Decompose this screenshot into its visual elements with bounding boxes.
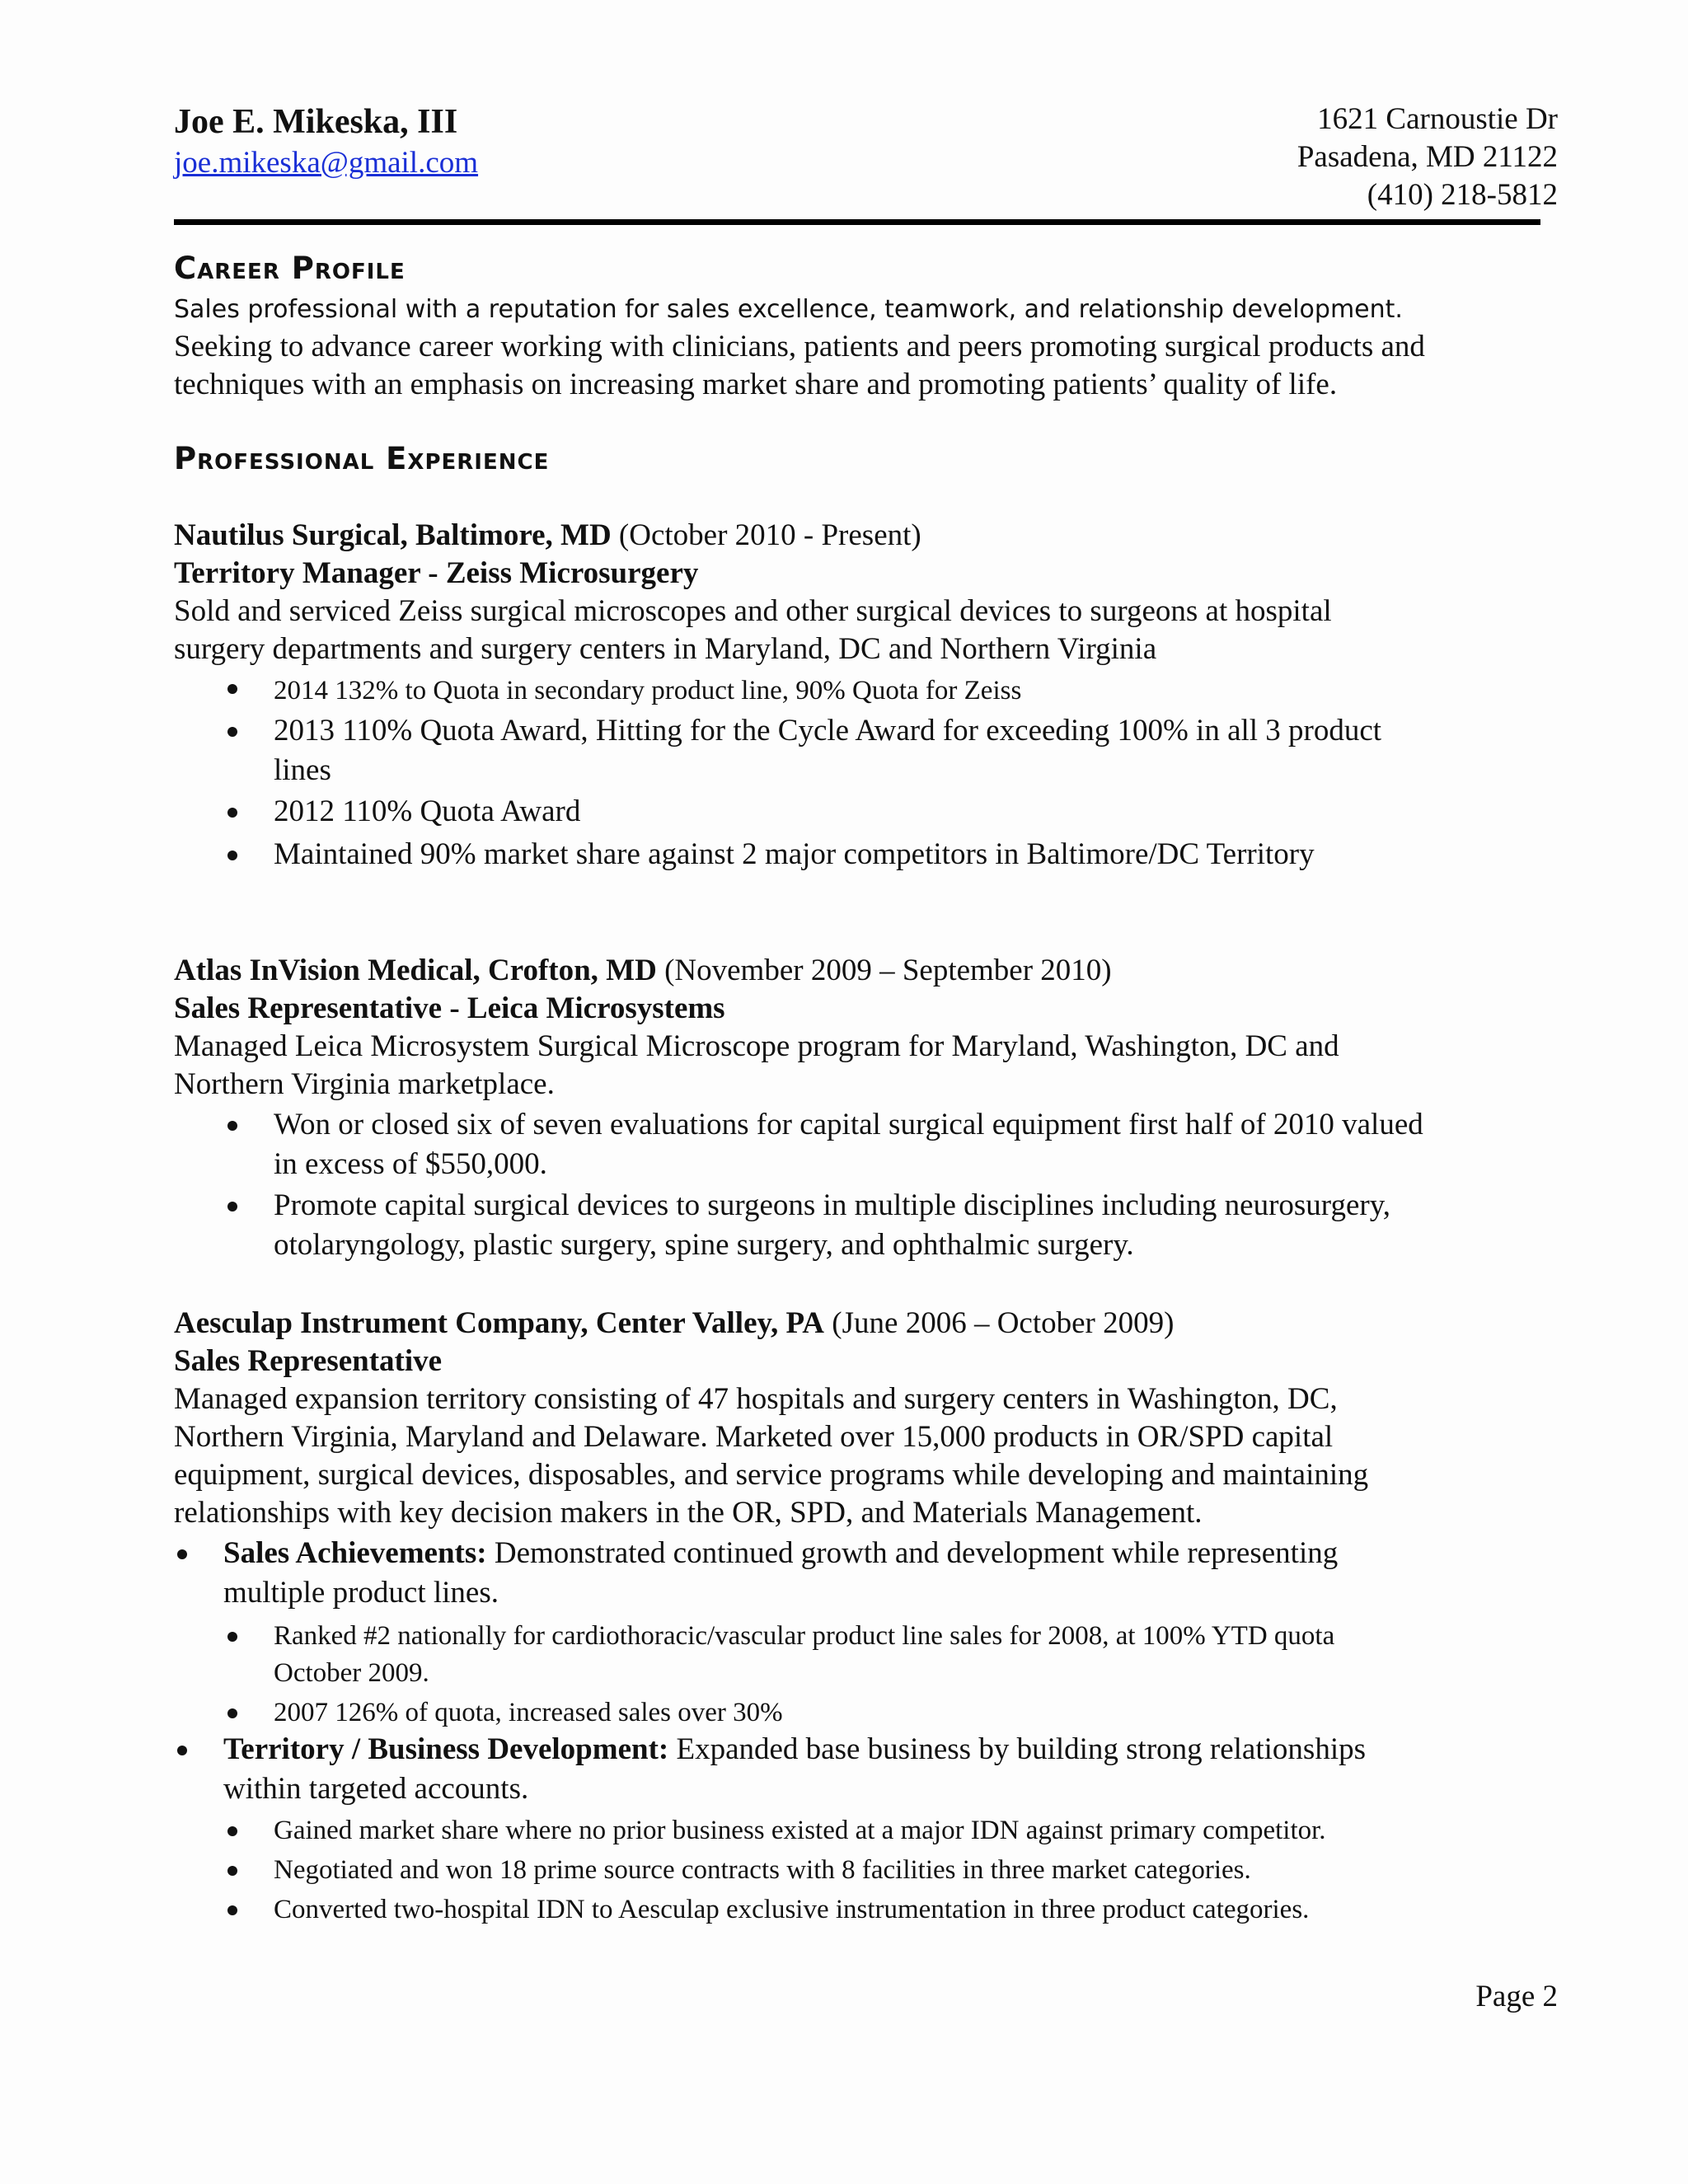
list-item-continuation: October 2009. bbox=[274, 1658, 429, 1688]
career-objective-line: Seeking to advance career working with clinicians, patients and peers promoting surgical products and bbox=[174, 330, 1425, 363]
list-item: Maintained 90% market share against 2 major competitors in Baltimore/DC Territory bbox=[274, 837, 1315, 871]
bullet-icon bbox=[227, 727, 237, 737]
career-profile-heading: Career Profile bbox=[174, 251, 406, 286]
job-title: Sales Representative - Leica Microsystems bbox=[174, 991, 725, 1025]
phone-number: (410) 218-5812 bbox=[1367, 178, 1558, 212]
job-description-line: Northern Virginia marketplace. bbox=[174, 1067, 555, 1101]
list-item: 2012 110% Quota Award bbox=[274, 794, 581, 828]
list-item-continuation: within targeted accounts. bbox=[223, 1772, 529, 1806]
list-item: Negotiated and won 18 prime source contracts with 8 facilities in three market categories. bbox=[274, 1855, 1251, 1885]
job-company: Nautilus Surgical, Baltimore, MD bbox=[174, 518, 612, 552]
page-number: Page 2 bbox=[1475, 1980, 1558, 2013]
bullet-icon bbox=[227, 684, 237, 694]
list-item-continuation: multiple product lines. bbox=[223, 1576, 499, 1610]
job-company: Aesculap Instrument Company, Center Valley, PA bbox=[174, 1306, 825, 1340]
bullet-icon bbox=[227, 1202, 237, 1212]
candidate-name: Joe E. Mikeska, III bbox=[174, 103, 458, 141]
job-title: Territory Manager - Zeiss Microsurgery bbox=[174, 556, 699, 590]
bullet-icon bbox=[227, 1121, 237, 1131]
address-line-2: Pasadena, MD 21122 bbox=[1296, 140, 1558, 174]
job-description-line: Managed Leica Microsystem Surgical Microscope program for Maryland, Washington, DC and bbox=[174, 1029, 1339, 1063]
job-dates: (October 2010 - Present) bbox=[618, 518, 921, 552]
job-title: Sales Representative bbox=[174, 1344, 443, 1378]
bullet-icon bbox=[177, 1746, 187, 1755]
experience-heading: Professional Experience bbox=[174, 441, 550, 476]
job-company: Atlas InVision Medical, Crofton, MD bbox=[174, 954, 657, 987]
header-divider bbox=[174, 219, 1540, 225]
list-item-continuation: lines bbox=[274, 753, 331, 787]
list-item: 2007 126% of quota, increased sales over 30% bbox=[274, 1698, 783, 1727]
territory-development-item bbox=[223, 1731, 1366, 1769]
address-line-1: 1621 Carnoustie Dr bbox=[1317, 102, 1558, 136]
job-header bbox=[174, 952, 1112, 990]
bullet-icon bbox=[227, 851, 237, 860]
list-item: Won or closed six of seven evaluations for capital surgical equipment first half of 2010 valued bbox=[274, 1108, 1423, 1141]
job-description-line: Northern Virginia, Maryland and Delaware. Marketed over 15,000 products in OR/SPD capital bbox=[174, 1420, 1334, 1454]
sales-achievements-item bbox=[223, 1535, 1338, 1572]
career-objective-line: techniques with an emphasis on increasing market share and promoting patients’ quality of life. bbox=[174, 368, 1338, 401]
job-description-line: equipment, surgical devices, disposables, and service programs while developing and maintaining bbox=[174, 1458, 1369, 1492]
bullet-icon bbox=[227, 808, 237, 818]
list-item: Promote capital surgical devices to surgeons in multiple disciplines including neurosurgery, bbox=[274, 1188, 1391, 1222]
bullet-icon bbox=[177, 1549, 187, 1559]
email-link[interactable]: joe.mikeska@gmail.com bbox=[174, 146, 479, 180]
sales-achievements-text: Demonstrated continued growth and development while representing bbox=[494, 1536, 1339, 1570]
job-dates: (November 2009 – September 2010) bbox=[664, 954, 1112, 987]
territory-development-text: Expanded base business by building strong relationships bbox=[676, 1732, 1366, 1766]
job-description-line: relationships with key decision makers in the OR, SPD, and Materials Management. bbox=[174, 1496, 1203, 1530]
bullet-icon bbox=[227, 1905, 237, 1915]
list-item: 2013 110% Quota Award, Hitting for the Cycle Award for exceeding 100% in all 3 product bbox=[274, 714, 1382, 748]
career-summary: Sales professional with a reputation for sales excellence, teamwork, and relationship development. bbox=[174, 295, 1403, 324]
list-item: 2014 132% to Quota in secondary product line, 90% Quota for Zeiss bbox=[274, 676, 1022, 705]
list-item-continuation: in excess of $550,000. bbox=[274, 1147, 547, 1181]
sales-achievements-label: Sales Achievements: bbox=[223, 1536, 487, 1570]
list-item: Ranked #2 nationally for cardiothoracic/vascular product line sales for 2008, at 100% YTD quota bbox=[274, 1621, 1335, 1651]
bullet-icon bbox=[227, 1708, 237, 1718]
territory-development-label: Territory / Business Development: bbox=[223, 1732, 669, 1766]
job-header bbox=[174, 517, 921, 555]
job-description-line: surgery departments and surgery centers in Maryland, DC and Northern Virginia bbox=[174, 632, 1157, 666]
bullet-icon bbox=[227, 1632, 237, 1642]
job-dates: (June 2006 – October 2009) bbox=[832, 1306, 1175, 1340]
job-header bbox=[174, 1305, 1174, 1343]
list-item-continuation: otolaryngology, plastic surgery, spine surgery, and ophthalmic surgery. bbox=[274, 1228, 1134, 1262]
bullet-icon bbox=[227, 1866, 237, 1876]
job-description-line: Managed expansion territory consisting of 47 hospitals and surgery centers in Washington, DC, bbox=[174, 1382, 1338, 1416]
bullet-icon bbox=[227, 1826, 237, 1836]
job-description-line: Sold and serviced Zeiss surgical microscopes and other surgical devices to surgeons at hospital bbox=[174, 594, 1332, 628]
list-item: Gained market share where no prior business existed at a major IDN against primary competitor. bbox=[274, 1816, 1326, 1845]
list-item: Converted two-hospital IDN to Aesculap exclusive instrumentation in three product categories. bbox=[274, 1895, 1310, 1924]
